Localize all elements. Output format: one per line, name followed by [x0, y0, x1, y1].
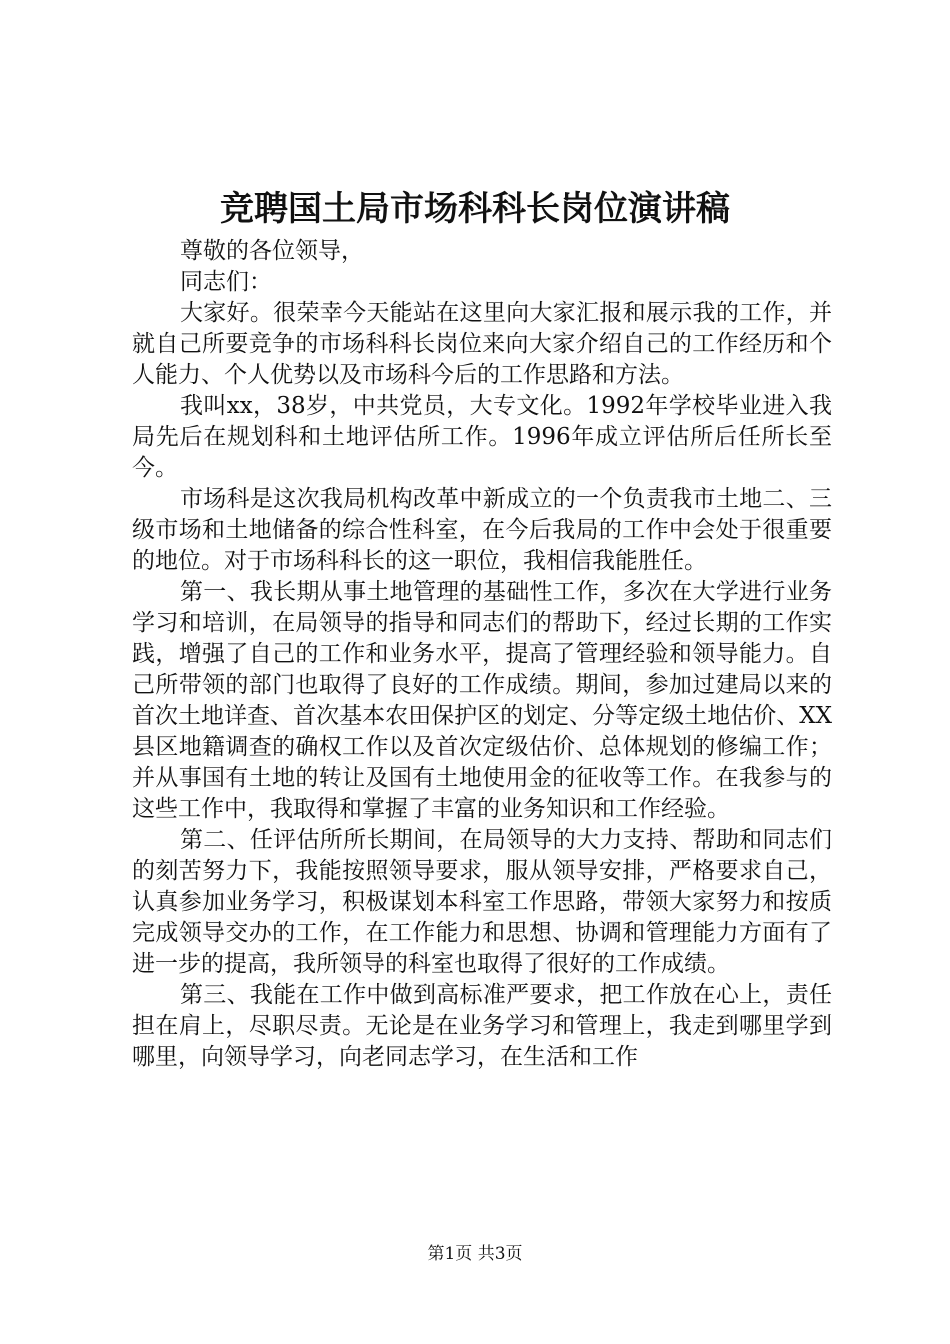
body-paragraph: 大家好。很荣幸今天能站在这里向大家汇报和展示我的工作，并就自己所要竞争的市场科科长岗位来向大家介绍自己的工作经历和个人能力、个人优势以及市场科今后的工作思路和方法。 [132, 300, 832, 388]
salutation-line: 尊敬的各位领导， [180, 238, 364, 264]
body-paragraph: 第二、任评估所所长期间，在局领导的大力支持、帮助和同志们的刻苦努力下，我能按照领导要求，服从领导安排，严格要求自己，认真参加业务学习，积极谋划本科室工作思路，带领大家努力和按质完成领导交办的工作，在工作能力和思想、协调和管理能力方面有了进一步的提高，我所领导的科室也取得了很好的工作成绩。 [132, 827, 832, 977]
body-paragraph: 第一、我长期从事土地管理的基础性工作，多次在大学进行业务学习和培训，在局领导的指导和同志们的帮助下，经过长期的工作实践，增强了自己的工作和业务水平，提高了管理经验和领导能力。自己所带领的部门也取得了良好的工作成绩。期间，参加过建局以来的首次土地详查、首次基本农田保护区的划定、分等定级土地估价、XX县区地籍调查的确权工作以及首次定级估价、总体规划的修编工作；并从事国有土地的转让及国有土地使用金的征收等工作。在我参与的这些工作中，我取得和掌握了丰富的业务知识和工作经验。 [132, 579, 832, 822]
body-paragraph: 我叫xx，38岁，中共党员，大专文化。1992年学校毕业进入我局先后在规划科和土地评估所工作。1996年成立评估所后任所长至今。 [132, 393, 832, 481]
page-number-footer: 第1页 共3页 [427, 1244, 523, 1264]
body-paragraph: 第三、我能在工作中做到高标准严要求，把工作放在心上，责任担在肩上，尽职尽责。无论是在业务学习和管理上，我走到哪里学到哪里，向领导学习，向老同志学习，在生活和工作 [132, 982, 832, 1070]
document-body [132, 236, 832, 1073]
document-title: 竞聘国土局市场科科长岗位演讲稿 [220, 189, 730, 229]
salutation-line: 同志们： [180, 269, 272, 295]
body-paragraph: 市场科是这次我局机构改革中新成立的一个负责我市土地二、三级市场和土地储备的综合性科室，在今后我局的工作中会处于很重要的地位。对于市场科科长的这一职位，我相信我能胜任。 [132, 486, 832, 574]
